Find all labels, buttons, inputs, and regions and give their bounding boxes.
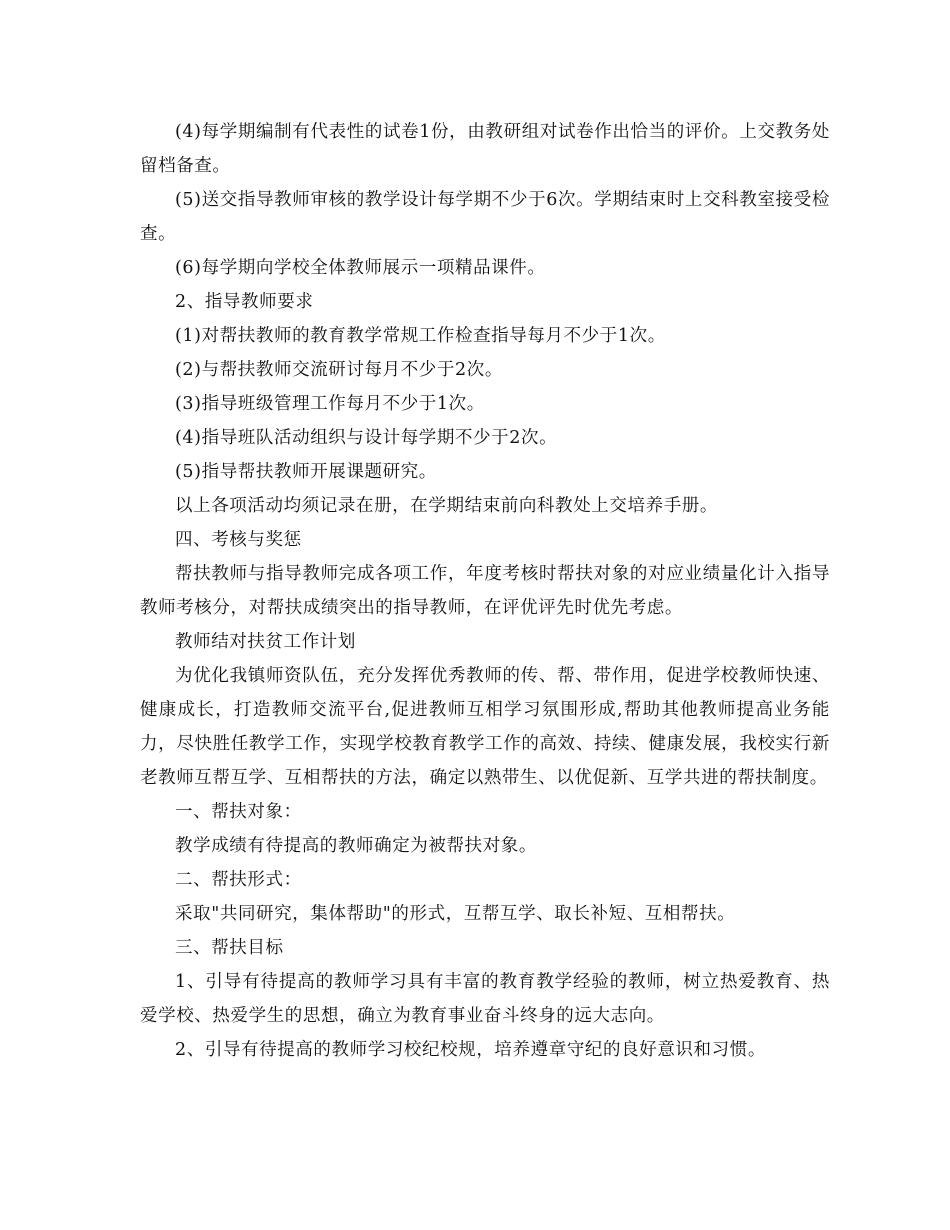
paragraph-item-5-teaching-design: (5)送交指导教师审核的教学设计每学期不少于6次。学期结束时上交科教室接受检查。	[140, 190, 830, 244]
paragraph-item-4-exam-paper: (4)每学期编制有代表性的试卷1份，由教研组对试卷作出恰当的评价。上交教务处留档备查。	[140, 122, 830, 176]
section-heading-targets: 一、帮扶对象：	[175, 802, 302, 822]
document-subtitle-plan: 教师结对扶贫工作计划	[175, 632, 356, 652]
section-heading-forms: 二、帮扶形式：	[175, 870, 302, 890]
paragraph-mentor-item-2: (2)与帮扶教师交流研讨每月不少于2次。	[175, 360, 503, 380]
paragraph-mentor-item-1: (1)对帮扶教师的教育教学常规工作检查指导每月不少于1次。	[175, 326, 666, 346]
paragraph-forms-body: 采取"共同研究，集体帮助"的形式，互帮互学、取长补短、互相帮扶。	[175, 904, 736, 924]
paragraph-goal-2: 2、引导有待提高的教师学习校纪校规，培养遵章守纪的良好意识和习惯。	[175, 1040, 766, 1060]
paragraph-assessment-body: 帮扶教师与指导教师完成各项工作，年度考核时帮扶对象的对应业绩量化计入指导教师考核分，对帮扶成绩突出的指导教师，在评优评先时优先考虑。	[140, 564, 830, 618]
section-heading-assessment: 四、考核与奖惩	[175, 530, 302, 550]
paragraph-record-note: 以上各项活动均须记录在册，在学期结束前向科教处上交培养手册。	[175, 496, 718, 516]
paragraph-mentor-item-3: (3)指导班级管理工作每月不少于1次。	[175, 394, 485, 414]
paragraph-plan-intro: 为优化我镇师资队伍，充分发挥优秀教师的传、帮、带作用，促进学校教师快速、健康成长，打造教师交流平台,促进教师互相学习氛围形成,帮助其他教师提高业务能力，尽快胜任教学工作，实现学校教育教学工作的高效、持续、健康发展，我校实行新老教师互帮互学、互相帮扶的方法，确定以熟带生、以优促新、互学共进的帮扶制度。	[140, 666, 830, 788]
paragraph-targets-body: 教学成绩有待提高的教师确定为被帮扶对象。	[175, 836, 537, 856]
paragraph-item-6-courseware: (6)每学期向学校全体教师展示一项精品课件。	[175, 258, 546, 278]
section-heading-mentor-requirements: 2、指导教师要求	[175, 292, 314, 312]
paragraph-goal-1: 1、引导有待提高的教师学习具有丰富的教育教学经验的教师，树立热爱教育、热爱学校、热爱学生的思想，确立为教育事业奋斗终身的远大志向。	[140, 972, 830, 1026]
section-heading-goals: 三、帮扶目标	[175, 938, 284, 958]
paragraph-mentor-item-5: (5)指导帮扶教师开展课题研究。	[175, 462, 437, 482]
paragraph-mentor-item-4: (4)指导班队活动组织与设计每学期不少于2次。	[175, 428, 558, 448]
